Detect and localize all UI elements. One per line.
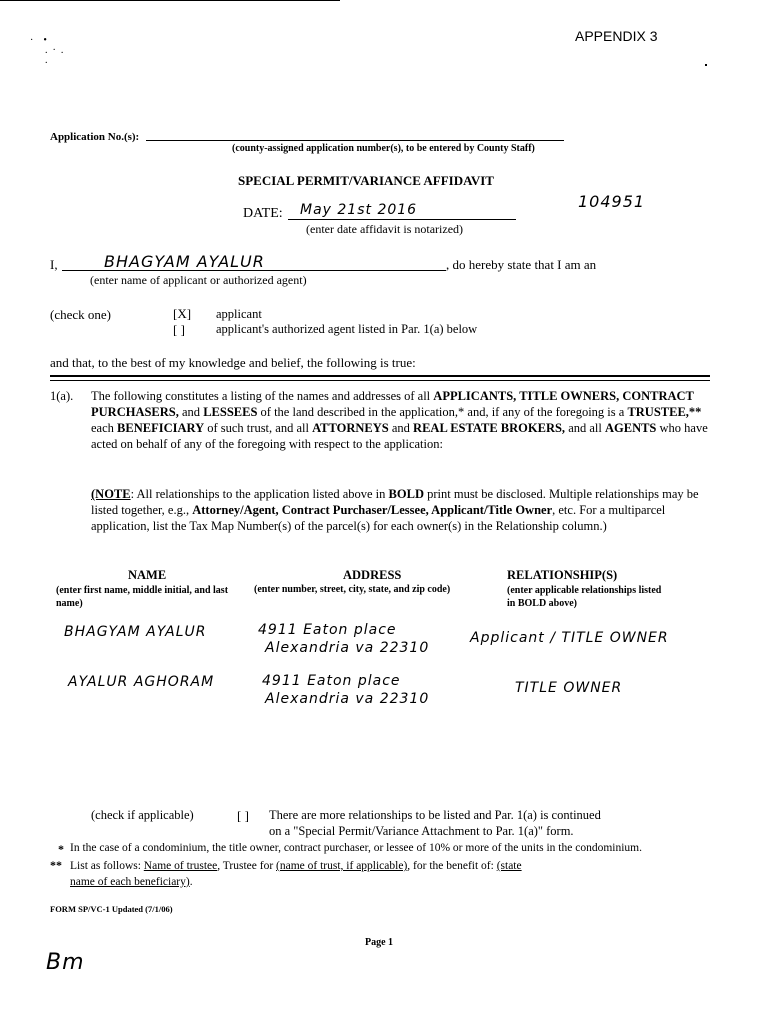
name-column-title: NAME (128, 568, 167, 582)
address-column-title: ADDRESS (343, 568, 402, 582)
application-label: Application No.(s): (50, 131, 140, 143)
continuation-label: (check if applicable) (91, 808, 194, 822)
applicant-option-label: applicant (216, 307, 262, 321)
application-hint: (county-assigned application number(s), to be entered by County Staff) (232, 143, 535, 154)
date-line (288, 219, 516, 220)
footnote-1-mark: * (58, 842, 64, 856)
section-divider (50, 375, 710, 377)
row2-relationship: TITLE OWNER (515, 680, 623, 696)
date-value: May 21st 2016 (300, 202, 418, 218)
row1-name: BHAGYAM AYALUR (64, 624, 207, 640)
date-hint: (enter date affidavit is notarized) (306, 222, 464, 236)
scan-edge-marks (705, 64, 707, 66)
intro-statement: and that, to the best of my knowledge and belief, the following is true: (50, 355, 416, 370)
address-column-hint: (enter number, street, city, state, and zip code) (254, 584, 451, 595)
check-one-label: (check one) (50, 307, 111, 322)
row2-address-line2: Alexandria va 22310 (265, 691, 430, 707)
relationship-column-title: RELATIONSHIP(S) (507, 568, 618, 582)
application-number-line (146, 140, 564, 141)
declarant-prefix: I, (50, 257, 58, 272)
page-number: Page 1 (365, 937, 394, 948)
section-divider-thin (50, 380, 710, 381)
continuation-line1: There are more relationships to be listed and Par. 1(a) is continued (269, 808, 601, 822)
row1-address-line2: Alexandria va 22310 (265, 640, 430, 656)
row1-address-line1: 4911 Eaton place (258, 622, 397, 638)
name-column-hint: (enter first name, middle initial, and last name) (56, 585, 229, 609)
agent-option-label: applicant's authorized agent listed in Par. 1(a) below (216, 322, 478, 336)
scan-top-line (0, 0, 340, 1)
form-id: FORM SP/VC-1 Updated (7/1/06) (50, 904, 173, 914)
row1-relationship: Applicant / TITLE OWNER (470, 630, 669, 646)
continuation-line2: on a "Special Permit/Variance Attachment to Par. 1(a)" form. (269, 824, 574, 838)
note-text: (NOTE: All relationships to the application listed above in BOLD print must be disclosed. Multiple relationships may be listed together, e.g., Attorney/Agent, Contract Purchaser/Lessee, Applicant/Title Owner, etc. For a multiparcel application, list the Tax Map Number(s) of the parcel(s) for each owner(s) in the Relationship column.) (91, 487, 699, 533)
handwritten-number: 104951 (578, 192, 646, 211)
initials: Bm (46, 950, 85, 975)
row2-address-line1: 4911 Eaton place (262, 673, 401, 689)
declarant-name: BHAGYAM AYALUR (104, 252, 265, 271)
declarant-suffix: , do hereby state that I am an (446, 257, 597, 272)
relationship-column-hint: (enter applicable relationships listed in BOLD above) (507, 585, 662, 609)
scan-specks: · • . · . . (30, 35, 64, 66)
section-1a-number: 1(a). (50, 389, 74, 403)
page-title: SPECIAL PERMIT/VARIANCE AFFIDAVIT (238, 173, 494, 188)
row2-name: AYALUR AGHORAM (68, 674, 215, 690)
applicant-checkbox[interactable]: [X] (173, 306, 192, 321)
agent-checkbox[interactable]: [ ] (173, 322, 185, 337)
footnote-1: In the case of a condominium, the title owner, contract purchaser, or lessee of 10% or more of the units in the condominium. (70, 842, 642, 854)
date-label: DATE: (243, 206, 283, 221)
continuation-checkbox[interactable]: [ ] (237, 808, 249, 823)
footnote-2-mark: ** (50, 858, 62, 872)
section-1a-text: The following constitutes a listing of the names and addresses of all APPLICANTS, TITLE OWNERS, CONTRACT PURCHASERS, and LESSEES of the land described in the application,* and, if any of the foregoing is a TRUSTEE,** each BENEFICIARY of such trust, and all ATTORNEYS and REAL ESTATE BROKERS, and all AGENTS who have acted on behalf of any of the foregoing with respect to the application: (91, 389, 708, 451)
footnote-2: List as follows: Name of trustee, Trustee for (name of trust, if applicable), for the benefit of: (state name of each beneficiary). (70, 860, 522, 888)
appendix-label: APPENDIX 3 (575, 28, 658, 44)
declarant-hint: (enter name of applicant or authorized agent) (90, 273, 307, 287)
